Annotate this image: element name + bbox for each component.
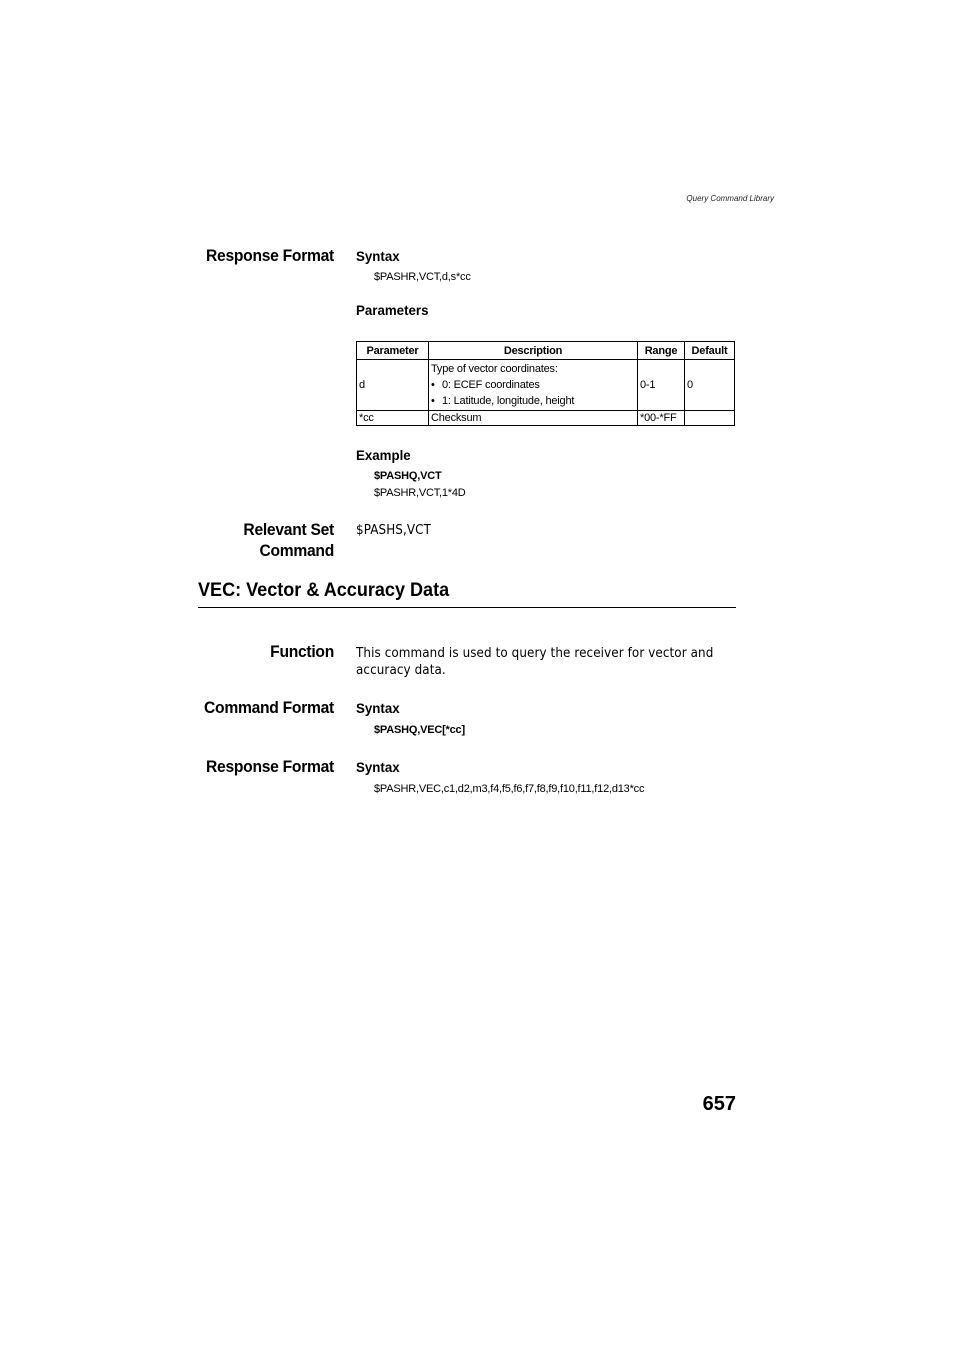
heading-line: Relevant Set (243, 520, 334, 539)
response-format-heading: Response Format (206, 757, 334, 776)
description-intro: Type of vector coordinates: (431, 363, 558, 375)
relevant-set-command-heading (150, 519, 334, 561)
response-syntax: $PASHR,VEC,c1,d2,m3,f4,f5,f6,f7,f8,f9,f10,f11,f12,d13*cc (374, 783, 645, 795)
cell-parameter: *cc (357, 411, 429, 426)
column-header-description: Description (429, 342, 638, 360)
parameters-table (356, 341, 735, 426)
cell-description: Checksum (429, 411, 638, 426)
function-heading: Function (270, 642, 334, 661)
list-item (431, 377, 635, 393)
cell-range: 0-1 (638, 360, 685, 411)
page-number: 657 (702, 1093, 736, 1115)
list-item (431, 393, 635, 409)
syntax-label: Syntax (356, 759, 400, 775)
function-text: This command is used to query the receiver for vector and accuracy data. (356, 646, 714, 678)
list-item-text: 0: ECEF coordinates (442, 379, 540, 391)
cell-range: *00-*FF (638, 411, 685, 426)
syntax-label: Syntax (356, 700, 400, 716)
cell-description (429, 360, 638, 411)
relevant-set-command-value: $PASHS,VCT (356, 523, 431, 538)
section-divider (198, 607, 736, 608)
example-response: $PASHR,VCT,1*4D (374, 487, 466, 499)
response-format-heading: Response Format (206, 246, 334, 265)
column-header-range: Range (638, 342, 685, 360)
column-header-parameter: Parameter (357, 342, 429, 360)
command-syntax: $PASHQ,VEC[*cc] (374, 724, 465, 736)
response-syntax: $PASHR,VCT,d,s*cc (374, 271, 471, 283)
column-header-default: Default (685, 342, 735, 360)
cell-parameter: d (357, 360, 429, 411)
section-title: VEC: Vector & Accuracy Data (198, 580, 450, 601)
table-header-row (357, 342, 735, 360)
cell-default: 0 (685, 360, 735, 411)
list-item-text: 1: Latitude, longitude, height (442, 395, 575, 407)
command-format-heading: Command Format (204, 698, 334, 717)
syntax-label: Syntax (356, 248, 400, 264)
running-head: Query Command Library (686, 194, 774, 203)
cell-default (685, 411, 735, 426)
table-row (357, 411, 735, 426)
description-list (431, 377, 635, 409)
example-label: Example (356, 447, 411, 463)
parameters-label: Parameters (356, 302, 429, 318)
heading-line: Command (259, 541, 334, 560)
table-row (357, 360, 735, 411)
example-query: $PASHQ,VCT (374, 470, 442, 482)
